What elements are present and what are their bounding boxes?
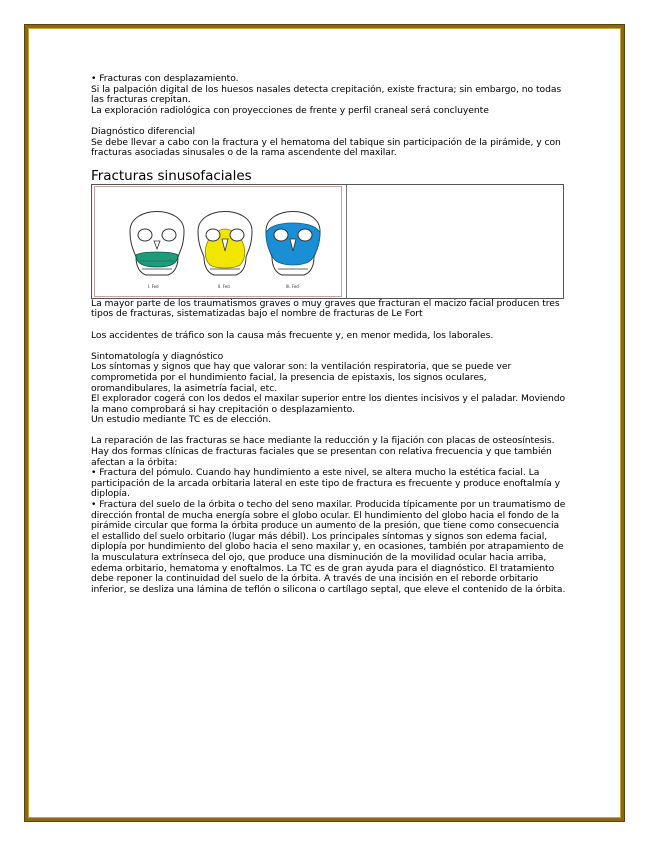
intro-line-3: La exploración radiológica con proyecciones de frente y perfil craneal será concluyente [91, 104, 489, 116]
section-title: Fracturas sinusofaciales [91, 167, 252, 184]
reparacion-p2: Hay dos formas clínicas de fracturas faciales que se presentan con relativa frecuencia y que también afectan a la órbita: [91, 446, 552, 468]
reparacion-p4: • Fractura del suelo de la órbita o techo del seno maxilar. Producida típicamente por un traumatismo de dirección frontal de mucha energía sobre el globo ocular. El hundimiento del globo hacia el fondo de la pirámide circular que forma la órbita produce un aumento de la presión, que tiene como consecuencia el estallido del suelo orbitario (lugar más débil). Los principales síntomas y signos son edema facial, diplopía por hundimiento del globo hacia el seno maxilar y, en ocasiones, también por atrapamiento de la musculatura extrínseca del ojo, que produce una disminución de la movilidad ocular hacia arriba, edema orbitario, hematoma y enoftalmos. La TC es de gran ayuda para el diagnóstico. El tratamiento debe reponer la continuidad del suelo de la órbita. A través de una incisión en el reborde orbitario inferior, se desliza una lámina de teflón o silicona o cartílago septal, que eleve el contenido de la órbita. [91, 499, 566, 595]
sintomatologia-p2: El explorador cogerá con los dedos el maxilar superior entre los dientes incisivos y el paladar. Moviendo la mano comprobará si hay crepitación o desplazamiento. [91, 393, 566, 415]
reparacion-p3: • Fractura del pómulo. Cuando hay hundimiento a este nivel, se altera mucho la estética facial. La participación de la arcada orbitaria lateral en este tipo de fractura es frecuente y produce enoftalmía y diplopía. [91, 467, 561, 500]
figure-table [91, 184, 564, 299]
skull-le-fort-3 [266, 211, 320, 275]
figure-cell [92, 185, 347, 298]
sintomatologia-p3: Un estudio mediante TC es de elección. [91, 414, 272, 426]
intro-line-2: Si la palpación digital de los huesos nasales detecta crepitación, existe fractura; sin embargo, no todas las fracturas crepitan. [91, 83, 562, 106]
body-p2: Los accidentes de tráfico son la causa más frecuente y, en menor medida, los laborales. [91, 329, 494, 341]
body-p1: La mayor parte de los traumatismos graves o muy graves que fracturan el macizo facial producen tres tipos de fracturas, sistematizadas bajo el nombre de fracturas de Le Fort [91, 297, 560, 320]
intro-line-1: • Fracturas con desplazamiento. [91, 73, 239, 84]
figure-label-3: III. Fed [286, 283, 299, 289]
skull-le-fort-1 [130, 211, 184, 275]
reparacion-p1: La reparación de las fracturas se hace mediante la reducción y la fijación con placas de osteosíntesis. [91, 435, 555, 447]
diagnostico-heading: Diagnóstico diferencial [91, 125, 196, 137]
document-content [91, 74, 569, 595]
le-fort-skulls-figure [122, 193, 322, 293]
figure-label-2: II. Fed [218, 283, 230, 289]
figure-label-1: I. Fed [148, 283, 159, 289]
sintomatologia-p1: Los síntomas y signos que hay que valorar son: la ventilación respiratoria, que se puede ver comprometida por el hundimiento facial, la presencia de epistaxis, los signos oculares, oromandibulares, la asimetría facial, etc. [91, 361, 512, 394]
sintomatologia-heading: Sintomatología y diagnóstico [91, 350, 224, 362]
skull-le-fort-2 [198, 211, 252, 275]
diagnostico-text: Se debe llevar a cabo con la fractura y el hematoma del tabique sin participación de la pirámide, y con fracturas asociadas sinusales o de la rama ascendente del maxilar. [91, 136, 561, 159]
figure-empty-cell [347, 185, 563, 298]
